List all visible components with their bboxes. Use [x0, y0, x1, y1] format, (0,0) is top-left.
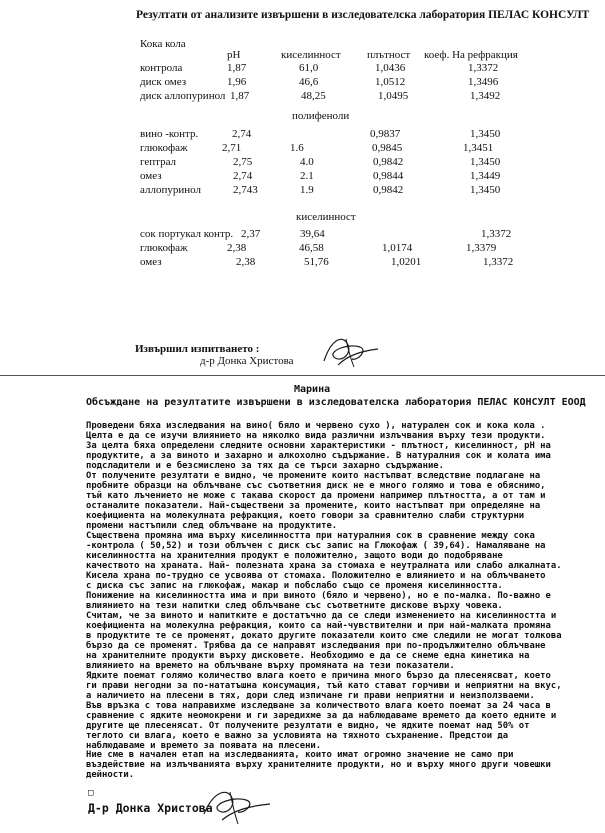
body-line: Считам, че за виното и напитките е достатъчно да се следи изменението на киселинността и	[86, 610, 557, 621]
table-cell: 1,3450	[470, 156, 501, 168]
body-line: Целта е да се изучи влиянието на няколко вида различни излъчвания върху тези продукти.	[86, 430, 546, 441]
table-cell: 1,3451	[463, 142, 494, 154]
body-line: коефициента на молекулната рефракция, което говори за сравнително слаби структурни	[86, 510, 525, 521]
body-line: другите ще плесенясат. От получените резултати е видно, че ядките поемат над 50% от	[86, 720, 530, 731]
signer-name: д-р Донка Христова	[200, 355, 294, 367]
table-cell: 1,0495	[378, 90, 409, 102]
body-line: влиянието на времето на облъчване върху промяната на тези показатели.	[86, 660, 455, 671]
table-cell: 1,3492	[470, 90, 501, 102]
table-cell: 4.0	[300, 156, 314, 168]
body-line: качеството на храната. Най- полезната храна за стомаха е неутралната или слабо алкалната.	[86, 560, 562, 571]
table-cell: 1,3496	[468, 76, 499, 88]
table-cell: 2,74	[233, 170, 253, 182]
body-line: на хранителните продукти върху дисковете. Необходимо е да се снеме една кинетика на	[86, 650, 530, 661]
table-cell: 2,71	[222, 142, 242, 154]
table-cell: 0,9845	[372, 142, 403, 154]
table-cell: 1,3372	[483, 256, 514, 268]
body-line: Съществена промяна има върху киселинността при натуралния сок в сравнение между сока	[86, 530, 535, 541]
table-cell: 2,38	[227, 242, 247, 254]
body-line: продуктите, а за виното и захарно и алкохолно съдържание. В натуралния сок и колата има	[86, 450, 551, 461]
body-line: въздействие на излъчванията върху хранителните продукти, но и върху много други човешки	[86, 760, 551, 771]
discussion-name: Марина	[294, 384, 331, 395]
page-divider	[0, 375, 605, 376]
table-cell: 1,0512	[375, 76, 406, 88]
table-cell: 51,76	[304, 256, 329, 268]
table-cell: 1,3449	[470, 170, 501, 182]
table-cell: 0,9837	[370, 128, 401, 140]
header-refraction: коеф. На рефракция	[424, 49, 518, 61]
table-cell: 2,74	[232, 128, 252, 140]
body-line: сравнение с ядките неомокрени и ги заредихме за да наблюдаваме времето да което едните и	[86, 710, 557, 721]
discussion-body	[86, 421, 601, 780]
table-cell: 0,9844	[373, 170, 404, 182]
body-line: Кисела храна по-трудно се усвоява от стомаха. Положително е влиянието и на облъчването	[86, 570, 546, 581]
body-line: промени настъпили след облъчване на продуктите.	[86, 520, 338, 531]
signed-by-label: Извършил изпитването :	[135, 343, 260, 355]
body-line: Проведени бяха изследвания на вино( бяло и червено сухо ), натурален сок и кока кола .	[86, 421, 546, 431]
table-row-label: сок портукал контр.	[140, 228, 234, 240]
table-cell: 2,38	[236, 256, 256, 268]
table-cell: 1,3379	[466, 242, 497, 254]
table-cell: 0,9842	[373, 156, 404, 168]
table-cell: 1,3450	[470, 128, 501, 140]
table-row-label: вино -контр.	[140, 128, 199, 140]
body-line: теглото си влага, което е важно за условията на тяхното съхранение. Предстои да	[86, 730, 509, 741]
table-cell: 1,96	[227, 76, 247, 88]
body-line: пробните образци на облъчване със съответния диск не е много голямо и това е обяснимо,	[86, 480, 546, 491]
table-cell: 1,0174	[382, 242, 413, 254]
discussion-title: Обсъждане на резултатите извършени в изследователска лаборатория ПЕЛАС КОНСУЛТ ЕООД	[86, 397, 586, 408]
table-cell: 1,3372	[468, 62, 499, 74]
body-line: бързо да се променят. Трябва да се направят изследвания при по-продължително облъчване	[86, 640, 546, 651]
body-line: ги прави негодни за по-нататъшна консумация, тъй като стават горчиви и неприятни на вкус,	[86, 680, 562, 691]
body-line: От получените резултати е видно, че промените които настъпват вследствие подлагане на	[86, 470, 541, 481]
table-cell: 2.1	[300, 170, 314, 182]
body-line: подсладители и е безсмислено за тях да се търси захарно съдържание.	[86, 460, 444, 471]
table-cell: 1,0436	[375, 62, 406, 74]
table-row-label: омез	[140, 256, 162, 268]
body-line: дейности.	[86, 770, 135, 781]
table-row-label: омез	[140, 170, 162, 182]
table-row-label: диск аллопуринол	[140, 90, 226, 102]
header-acidity: киселинност	[281, 49, 341, 61]
table-cell: 1,0201	[391, 256, 422, 268]
body-line: в продуктите те се променят, докато другите показатели които сме следили не могат толкова	[86, 630, 562, 641]
header-density: плътност	[367, 49, 411, 61]
body-line: -контрола ( 50,52) и този облъчен с диск със запис на Глюкофаж ( 39,64). Намаляване на	[86, 540, 546, 551]
body-line: коефициента на молекулна рефракция, които са най-чувствителни и при най-малката промяна	[86, 620, 551, 631]
body-line: с диска със запис на глюкофаж, макар и побслабо също се променя киселинността.	[86, 580, 503, 591]
section-coca-cola: Кока кола	[140, 38, 186, 50]
handwritten-signature-1	[318, 331, 382, 371]
table-cell: 1,3372	[481, 228, 512, 240]
table-row-label: гептрал	[140, 156, 177, 168]
table-row-label: глюкофаж	[140, 142, 188, 154]
table-cell: 46,58	[299, 242, 324, 254]
body-line: Понижение на киселинността има и при виното (бяло и червено), но е по-малка. По-важно е	[86, 590, 551, 601]
body-line: тъй като лъчението не може с такава скорост да промени например плътността, а от там и	[86, 490, 546, 501]
header-ph: pH	[227, 49, 241, 61]
table-cell: 1,87	[227, 62, 247, 74]
table-cell: 2,75	[233, 156, 253, 168]
table-cell: 1,87	[230, 90, 250, 102]
table-row-label: аллопуринол	[140, 184, 201, 196]
body-line: а наличието на плесени в тях, дори след изпичане ги прави неприятни и неизползваеми.	[86, 690, 535, 701]
discussion-signer: Д-р Донка Христова	[88, 801, 213, 815]
body-line: Във връзка с това направихме изследване за количеството влага което поемат за 24 часа в	[86, 700, 551, 711]
box-marker: □	[88, 788, 94, 798]
table-row-label: контрола	[140, 62, 183, 74]
handwritten-signature-2	[200, 782, 272, 826]
body-line: наблюдаваме и времето за появата на плесени.	[86, 740, 322, 751]
section-acidity: киселинност	[296, 211, 356, 223]
table-cell: 46,6	[299, 76, 319, 88]
body-line: За целта бяха определени следните основни характеристики - плътност, киселинност, pH на	[86, 440, 551, 451]
table-row-label: диск омез	[140, 76, 187, 88]
table-cell: 2,743	[233, 184, 258, 196]
table-cell: 1.9	[300, 184, 314, 196]
table-cell: 39,64	[300, 228, 325, 240]
body-line: останалите показатели. Най-съществени за промените, които настъпват при определяне на	[86, 500, 541, 511]
table-cell: 61,0	[299, 62, 319, 74]
report-title: Резултати от анализите извършени в изследователска лаборатория ПЕЛАС КОНСУЛТ	[136, 9, 590, 21]
body-line: Ядките поемат голямо количество влага което е причина много бързо да плесенясват, което	[86, 670, 551, 681]
table-cell: 2,37	[241, 228, 261, 240]
table-cell: 1,3450	[470, 184, 501, 196]
body-line: киселинността на хранителния продукт е положително, защото води до подобряване	[86, 550, 503, 561]
table-cell: 0,9842	[373, 184, 404, 196]
table-cell: 48,25	[301, 90, 326, 102]
body-line: Ние сме в начален етап на изследванията, които имат огромно значение не само при	[86, 750, 514, 761]
table-row-label: глюкофаж	[140, 242, 188, 254]
section-polyphenols: полифеноли	[292, 110, 350, 122]
table-cell: 1.6	[290, 142, 304, 154]
body-line: влиянието на тези напитки след облъчване със съответните дискове върху човека.	[86, 600, 503, 611]
